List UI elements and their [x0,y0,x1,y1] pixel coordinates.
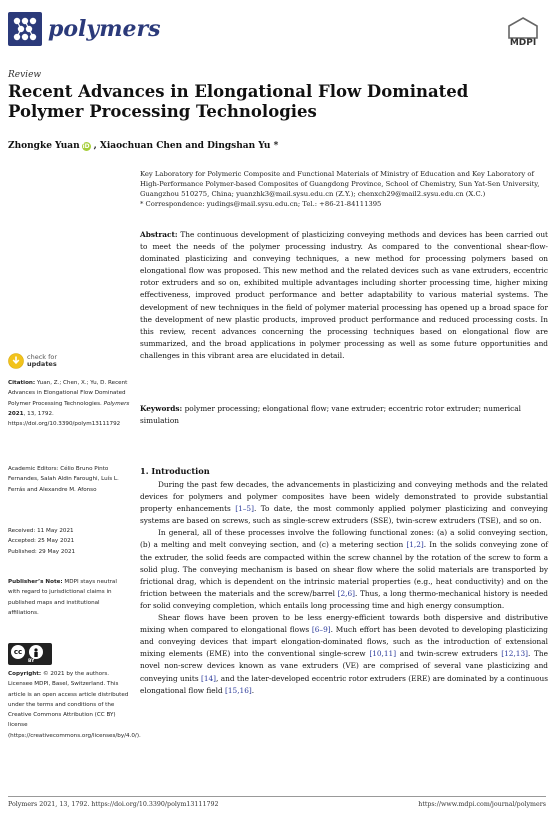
academic-editors: Academic Editors: Célio Bruno Pinto Fernandes, Salah Aldin Faroughi, Luís L. Ferrás and Alexandre M. Afonso [8,466,119,493]
cc-icon: cc [11,645,25,659]
text-run: . [251,685,255,695]
journal-logo [8,12,160,46]
citation-doi[interactable]: , 13, 1792. https://doi.org/10.3390/polym13111792 [8,410,121,428]
check-updates-text [27,354,57,369]
orcid-icon[interactable]: iD [82,142,90,150]
section-heading: 1. Introduction [140,466,210,476]
affiliation-text: Key Laboratory for Polymeric Composite and Functional Materials of Ministry of Education and Key Laboratory of High-Performance Polymer-based Composites of Guangdong Province, School of Chemistry, Sun Yat-Sen University, Guangzhou 510275, China; yuanzhk3@mail.sysu.edu.cn (Z.Y.); chenxch29@mail2.sysu.edu.cn (X.C.) [140,170,540,198]
footer-citation: Polymers 2021, 13, 1792. https://doi.org/10.3390/polym13111792 [8,801,219,808]
citation-link[interactable]: [10,11] [369,649,397,659]
citation-link[interactable]: [14] [200,673,217,683]
text-run: , and the later-developed eccentric rotor extruders (ERE) are dominated by a continuous elongational flow field [140,673,548,695]
affiliations [140,169,548,209]
citation-link[interactable]: [12,13] [501,649,529,659]
text-run: . To date, the most commonly applied polymer plasticizing and conveying systems are based on screws, such as single-screw extruders (SSE), twin-screw extruders (TSE), and so on. [140,504,549,526]
copyright-notice [8,669,141,741]
article-type: Review [8,70,42,80]
paragraph [140,527,548,612]
text-run: . The novel non-screw devices known as vane extruders (VE) are comprised of several vane plasticizing and conveying units [140,649,548,683]
abstract [140,229,548,362]
text-run: During the past few decades, the advancements in plasticizing and conveying methods and the related devices for polymers and polymer composites have been widely demonstrated to provide substantial property enhancements [140,480,548,514]
paragraph [140,612,548,697]
cc-by-label: BY [28,659,35,664]
text-run: In general, all of these processes involve the following functional zones: (a) a solid conveying section, (b) a melting and melt conveying section, and (c) a metering section [140,528,548,550]
author-list [8,141,278,151]
citation-year: 2021 [8,410,24,417]
polymers-logo-icon [8,12,42,46]
citation-link[interactable]: [1–5] [235,504,254,514]
publisher-note-text: MDPI stays neutral with regard to jurisdictional claims in published maps and institutional affiliations. [8,579,117,616]
citation-label: Citation: [8,380,36,386]
publisher-name: MDPI [509,38,537,48]
citation-link[interactable]: [15,16] [225,685,252,695]
paragraph [140,479,548,527]
article-dates [8,526,130,557]
cc-by-license-badge[interactable] [8,643,52,665]
abstract-label: Abstract: [140,230,178,239]
check-updates-line1: check for [27,352,58,361]
citation-block [8,378,130,429]
received-date: Received: 11 May 2021 [8,528,74,534]
text-run: . Thus, a long thermo-mechanical history is needed for solid conveying completion, which entails long processing time and high energy consumption. [140,588,548,610]
correspondence: * Correspondence: yudings@mail.sysu.edu.cn; Tel.: +86-21-84111395 [140,200,382,208]
check-updates-line2: updates [27,360,57,368]
keywords-label: Keywords: [140,404,183,413]
copyright-text: © 2021 by the authors. Licensee MDPI, Basel, Switzerland. This article is an open access article distributed under the terms and conditions of the Creative Commons Attribution (CC BY) license (https://creativecommons.org/licenses/by/4.0/). [8,671,141,739]
footer-divider [8,796,546,797]
publisher-note [8,577,130,618]
check-for-updates-badge[interactable] [8,353,57,369]
journal-name: polymers [48,16,161,42]
text-run: and twin-screw extruders [396,649,502,659]
copyright-label: Copyright: [8,671,42,677]
keywords-text: polymer processing; elongational flow; vane extruder; eccentric rotor extruder; numerical simulation [140,404,521,425]
mdpi-logo [504,16,542,50]
abstract-text: The continuous development of plasticizing conveying methods and devices has been carried out to meet the needs of the polymer processing industry. As compared to the conventional shear-flow-dominated plasticizing and conveying techniques, a new method for processing polymers based on elongational flow was proposed. This new method and the related devices such as vane extruders, eccentric rotor extruders and so on, exhibited multiple advantages including shorter processing time, higher mixing effectiveness, improved product performance and better adaptability to various material systems. The development of new techniques in the field of polymer material processing has opened up a broad space for the development of new plastic products, improved product performance and reduced processing costs. In this review, recent advances concerning the processing techniques based on elongational flow are summarized, and the broad applications in polymer processing as well as some future opportunities and challenges in this vibrant area are elucidated in detail. [140,230,548,360]
article-title: Recent Advances in Elongational Flow Dominated Polymer Processing Technologies [8,82,469,121]
footer-journal-url[interactable]: https://www.mdpi.com/journal/polymers [418,801,546,808]
text-run: . Much effort has been devoted to developing plasticizing and conveying devices that impart elongation-dominated flows, such as the introduction of extensional mixing elements (EME) into the conventional single-screw [140,625,548,659]
citation-link[interactable]: [2,6] [337,588,356,598]
citation-link[interactable]: [6–9] [311,625,331,635]
text-run: . In the solids conveying zone of the extruder, the solid feeds are compacted within the screw channel by the rotation of the screw to form a solid plug. The conveying mechanism is based on shear flow where the solid materials are transported by frictional drag, which is dependent on the intrinsic material properties (e.g., heat conductivity) and on the friction between the materials and the screw/barrel [140,540,548,598]
attribution-icon [29,645,43,659]
published-date: Published: 29 May 2021 [8,548,76,555]
accepted-date: Accepted: 25 May 2021 [8,538,75,545]
mdpi-logo-icon [504,16,542,40]
text-run: Shear flows have been proven to be less energy-efficient towards both dispersive and distributive mixing when compared to elongational flows [140,613,548,635]
publisher-note-label: Publisher’s Note: [8,579,63,585]
citation-journal: Polymers [103,400,130,407]
keywords [140,403,548,427]
citation-text: Yuan, Z.; Chen, X.; Yu, D. Recent Advances in Elongational Flow Dominated Polymer Processing Technologies. [8,380,128,407]
author-name: Zhongke Yuan [8,141,80,151]
check-updates-icon [8,353,24,369]
author-names: , Xiaochuan Chen and Dingshan Yu * [93,141,279,151]
introduction-body [140,479,548,697]
citation-link[interactable]: [1,2] [406,540,424,550]
